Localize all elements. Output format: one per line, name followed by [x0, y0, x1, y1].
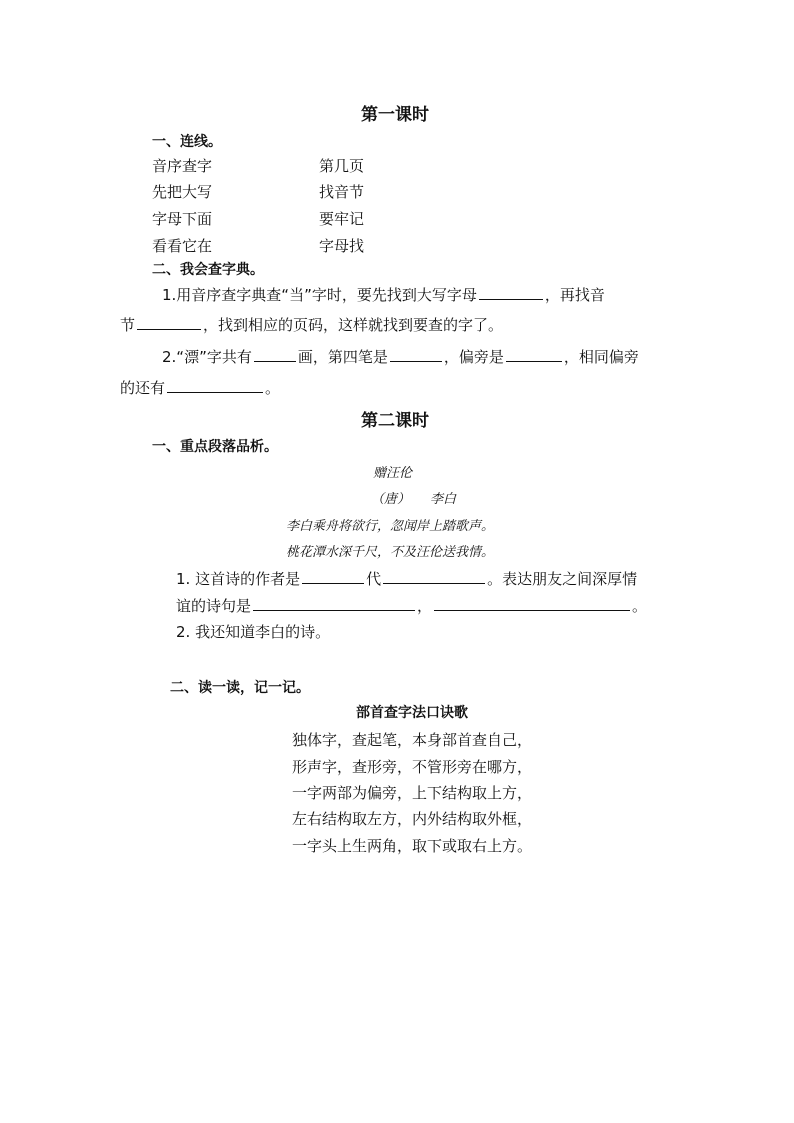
poem-dynasty: （唐）	[371, 492, 411, 507]
lesson1-section2-title: 二、我会查字典。	[152, 262, 264, 278]
rhyme-title: 部首查字法口诀歌	[356, 705, 468, 721]
question-text: 谊的诗句是	[176, 597, 252, 615]
rhyme-line: 一字头上生两角，取下或取右上方。	[292, 837, 533, 855]
poem-author: 李白	[430, 492, 457, 507]
match-right-item: 要牢记	[319, 210, 365, 228]
question-text: 。	[632, 597, 648, 615]
rhyme-line: 形声字，查形旁，不管形旁在哪方，	[292, 758, 533, 776]
rhyme-line: 一字两部为偏旁，上下结构取上方，	[292, 784, 533, 802]
l2-question-1-line1	[176, 568, 637, 589]
answer-blank[interactable]	[302, 582, 364, 584]
question-text: 。	[265, 379, 281, 397]
answer-blank[interactable]	[383, 582, 485, 584]
match-right-item: 字母找	[319, 237, 365, 255]
match-left-item: 先把大写	[152, 183, 213, 201]
question-2-line2	[120, 377, 280, 398]
poem-line: 桃花潭水深千尺，不及汪伦送我情。	[286, 545, 495, 560]
lesson2-section1-title: 一、重点段落品析。	[152, 439, 278, 455]
question-text: 2.“漂”字共有	[162, 348, 252, 366]
answer-blank[interactable]	[506, 360, 562, 362]
question-text: ，	[417, 597, 433, 615]
rhyme-line: 独体字，查起笔，本身部首查自己，	[292, 731, 533, 749]
l2-question-2: 2. 我还知道李白的诗。	[176, 623, 331, 641]
lesson1-title: 第一课时	[361, 105, 429, 125]
answer-blank[interactable]	[390, 360, 442, 362]
answer-blank[interactable]	[479, 298, 543, 300]
match-left-item: 字母下面	[152, 210, 213, 228]
question-text: 的还有	[120, 379, 166, 397]
question-text: 1. 这首诗的作者是	[176, 570, 301, 588]
poem-title: 赠汪伦	[373, 466, 413, 481]
answer-blank[interactable]	[434, 609, 630, 611]
poem-line: 李白乘舟将欲行，忽闻岸上踏歌声。	[286, 519, 495, 534]
match-right-item: 第几页	[319, 157, 365, 175]
match-left-item: 音序查字	[152, 157, 213, 175]
lesson1-section1-title: 一、连线。	[152, 134, 222, 150]
question-1-line2	[120, 314, 503, 335]
question-text: ，再找音	[544, 286, 605, 304]
rhyme-line: 左右结构取左方，内外结构取外框，	[292, 810, 533, 828]
l2-question-1-line2	[176, 595, 647, 616]
question-text: 节	[120, 316, 136, 334]
question-2-line1	[162, 346, 639, 367]
question-text: 代	[366, 570, 382, 588]
question-text: ，找到相应的页码，这样就找到要查的字了。	[203, 316, 504, 334]
match-right-item: 找音节	[319, 183, 365, 201]
question-text: 画，第四笔是	[297, 348, 388, 366]
answer-blank[interactable]	[137, 328, 201, 330]
question-text: 1.用音序查字典查“当”字时，要先找到大写字母	[162, 286, 477, 304]
question-text: ，相同偏旁	[563, 348, 639, 366]
answer-blank[interactable]	[254, 360, 296, 362]
question-1-line1	[162, 284, 605, 305]
match-left-item: 看看它在	[152, 237, 213, 255]
answer-blank[interactable]	[253, 609, 415, 611]
question-text: 。表达朋友之间深厚情	[487, 570, 638, 588]
lesson2-section2-title: 二、读一读，记一记。	[170, 680, 310, 696]
answer-blank[interactable]	[167, 391, 263, 393]
question-text: ，偏旁是	[443, 348, 504, 366]
lesson2-title: 第二课时	[361, 411, 429, 431]
